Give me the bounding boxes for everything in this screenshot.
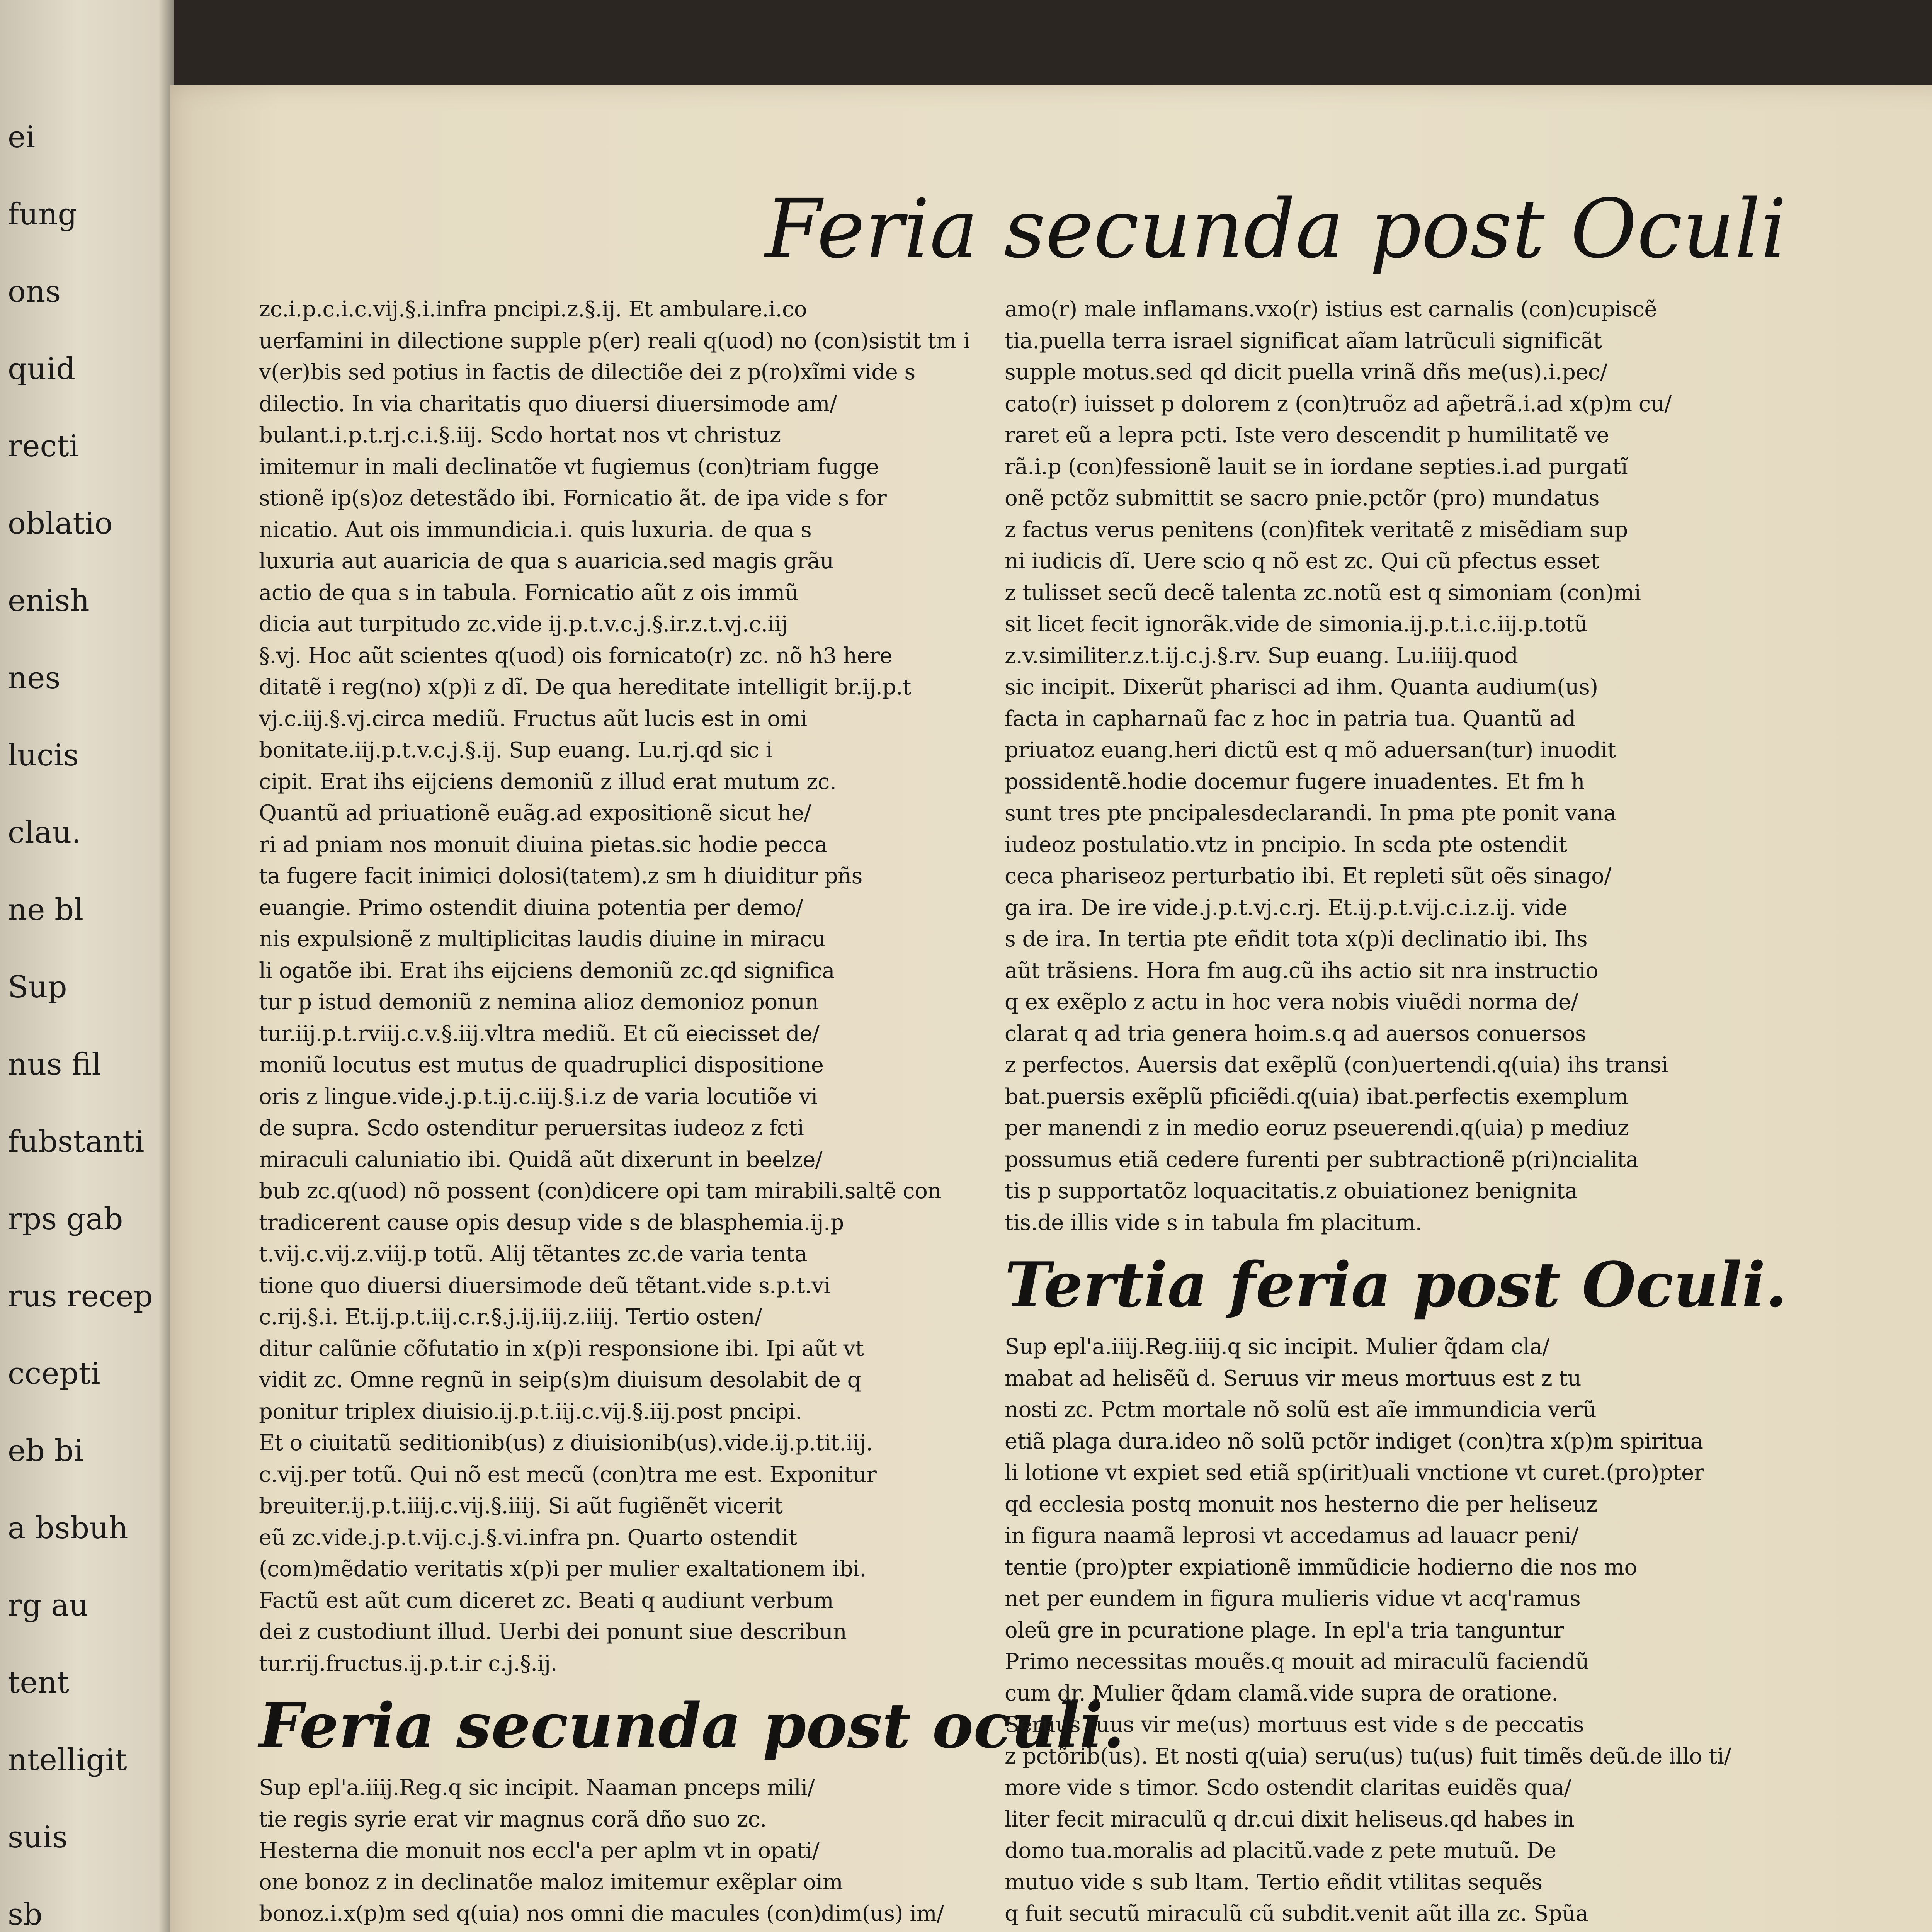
text-line: oris z lingue.vide.j.p.t.ij.c.iij.§.i.z de varia locutiõe vi [259,1084,818,1109]
left-page-fragment: ccepti [8,1356,100,1391]
text-line: nosti zc. Pctm mortale nõ solũ est aĩe immundicia verũ [1005,1397,1597,1422]
text-line: ponitur triplex diuisio.ij.p.t.iij.c.vij.§.iij.post pncipi. [259,1399,802,1424]
text-line: rã.i.p (con)fessionẽ lauit se in iordane septies.i.ad purgatĩ [1005,454,1628,480]
running-header: Feria secunda post Oculi [765,182,1787,276]
left-page-fragment: tent [8,1665,70,1700]
text-line: cato(r) iuisset p dolorem z (con)truõz ad ap̃etrã.i.ad x(p)m cu/ [1005,391,1672,417]
text-line: Sup epl'a.iiij.Reg.iiij.q sic incipit. Mulier q̃dam cla/ [1005,1334,1549,1359]
left-page-fragment: suis [8,1820,68,1855]
text-line: vidit zc. Omne regnũ in seip(s)m diuisum desolabit de q [259,1367,861,1393]
text-line: bonoz.i.x(p)m sed q(uia) nos omni die macules (con)dim(us) im/ [259,1901,944,1926]
left-page-fragment: a bsbuh [8,1511,128,1546]
text-line: tis p supportatõz loquacitatis.z obuiationez benignita [1005,1179,1578,1204]
text-line: li lotione vt expiet sed etiã sp(irit)uali vnctione vt curet.(pro)pter [1005,1460,1704,1485]
text-line: dicia aut turpitudo zc.vide ij.p.t.v.c.j.§.ir.z.t.vj.c.iij [259,612,788,637]
text-line: ditatẽ i reg(no) x(p)i z dĩ. De qua hereditate intelligit br.ij.p.t [259,675,911,700]
text-line: dilectio. In via charitatis quo diuersi diuersimode am/ [259,391,837,417]
text-line: one bonoz z in declinatõe maloz imitemur exẽplar oim [259,1869,843,1895]
left-column-lines [259,294,1001,1679]
text-line: etiã plaga dura.ideo nõ solũ pctõr indiget (con)tra x(p)m spiritua [1005,1429,1703,1454]
text-line: liter fecit miraculũ q dr.cui dixit heliseus.qd habes in [1005,1806,1575,1832]
text-line: possidentẽ.hodie docemur fugere inuadentes. Et fm h [1005,769,1585,794]
text-line: breuiter.ij.p.t.iiij.c.vij.§.iiij. Si aũt fugiẽnẽt vicerit [259,1493,783,1519]
left-page-fragment: rps gab [8,1202,123,1236]
text-line: tradicerent cause opis desup vide s de blasphemia.ij.p [259,1210,844,1235]
text-line: v(er)bis sed potius in factis de dilectiõe dei z p(ro)xĩmi vide s [259,360,915,385]
text-line: amo(r) male inflamans.vxo(r) istius est carnalis (con)cupiscẽ [1005,297,1657,322]
text-line: q ex exẽplo z actu in hoc vera nobis viuẽdi norma de/ [1005,990,1578,1015]
text-line: aũt trãsiens. Hora fm aug.cũ ihs actio sit nra instructio [1005,958,1599,983]
text-line: c.rij.§.i. Et.ij.p.t.iij.c.r.§.j.ij.iij.z.iiij. Tertio osten/ [259,1304,762,1330]
text-line: z tulisset secũ decẽ talenta zc.notũ est q simoniam (con)mi [1005,580,1641,605]
text-line: ni iudicis dĩ. Uere scio q nõ est zc. Qui cũ pfectus esset [1005,549,1599,574]
text-line: Et o ciuitatũ seditionib(us) z diuisionib(us).vide.ij.p.tit.iij. [259,1430,873,1456]
text-line: stionẽ ip(s)oz detestãdo ibi. Fornicatio ãt. de ipa vide s for [259,486,887,511]
text-line: nicatio. Aut ois immundicia.i. quis luxuria. de qua s [259,517,812,543]
left-page-fragment: rus recep [8,1279,153,1314]
text-line: z perfectos. Auersis dat exẽplũ (con)uertendi.q(uia) ihs transi [1005,1053,1668,1078]
left-page-fragment: rg au [8,1588,88,1623]
left-page-fragment: eb bi [8,1434,83,1468]
text-line: cum dr. Mulier q̃dam clamã.vide supra de oratione. [1005,1680,1558,1706]
text-line: domo tua.moralis ad placitũ.vade z pete mutuũ. De [1005,1838,1556,1863]
text-line: euangie. Primo ostendit diuina potentia per demo/ [259,895,803,920]
text-line: mutuo vide s sub ltam. Tertio eñdit vtilitas sequẽs [1005,1869,1543,1895]
text-line: iudeoz postulatio.vtz in pncipio. In scda pte ostendit [1005,832,1567,857]
left-text-column [259,294,1125,1932]
text-line [259,1930,1001,1932]
text-line: c.vij.per totũ. Qui nõ est mecũ (con)tra me est. Exponitur [259,1462,877,1487]
text-line: (com)mẽdatio veritatis x(p)i per mulier exaltationem ibi. [259,1556,866,1582]
text-line: tia.puella terra israel significat aĩam latrũculi significãt [1005,328,1602,354]
left-page-fragment: fung [8,197,77,232]
text-line: qd ecclesia postq monuit nos hesterno die per heliseuz [1005,1492,1597,1517]
left-page-fragment: ei [8,120,36,155]
text-line: tie regis syrie erat vir magnus corã dño suo zc. [259,1806,767,1832]
text-line: Quantũ ad priuationẽ euãg.ad expositionẽ sicut he/ [259,801,811,826]
text-line: Primo necessitas mouẽs.q mouit ad miraculũ faciendũ [1005,1649,1589,1674]
text-line: miraculi caluniatio ibi. Quidã aũt dixerunt in beelze/ [259,1147,823,1172]
text-line: facta in capharnaũ fac z hoc in patria tua. Quantũ ad [1005,706,1576,731]
text-line: actio de qua s in tabula. Fornicatio aũt z ois immũ [259,580,799,605]
text-line: oleũ gre in pcuratione plage. In epl'a tria tanguntur [1005,1617,1564,1643]
text-line: imitemur in mali declinatõe vt fugiemus (con)triam fugge [259,454,879,480]
text-line: raret eũ a lepra pcti. Iste vero descendit p humilitatẽ ve [1005,423,1609,448]
left-page-fragment: quid [8,352,76,386]
right-text-column [1005,294,1787,1932]
text-line: ditur calũnie cõfutatio in x(p)i responsione ibi. Ipi aũt vt [259,1336,864,1361]
text-line: onẽ pctõz submittit se sacro pnie.pctõr (pro) mundatus [1005,486,1600,511]
text-line: uerfamini in dilectione supple p(er) reali q(uod) no (con)sistit tm i [259,328,970,354]
section-heading-feria-secunda: Feria secunda post oculi. [259,1689,1125,1762]
text-line: Hesterna die monuit nos eccl'a per aplm vt in opati/ [259,1838,820,1863]
left-page-fragment: ntelligit [8,1743,127,1777]
text-line: zc.i.p.c.i.c.vij.§.i.infra pncipi.z.§.ij. Et ambulare.i.co [259,297,807,322]
text-line: tione quo diuersi diuersimode deũ tẽtant.vide s.p.t.vi [259,1273,830,1298]
text-line: li ogatõe ibi. Erat ihs eijciens demoniũ zc.qd significa [259,958,835,983]
text-line: tentie (pro)pter expiationẽ immũdicie hodierno die nos mo [1005,1554,1637,1580]
text-line: bub zc.q(uod) nõ possent (con)dicere opi tam mirabili.saltẽ con [259,1179,941,1204]
text-line: bat.puersis exẽplũ pficiẽdi.q(uia) ibat.perfectis exemplum [1005,1084,1628,1109]
text-line: q fuit secutũ miraculũ cũ subdit.venit aũt illa zc. Spũa [1005,1901,1588,1926]
text-line: eũ zc.vide.j.p.t.vij.c.j.§.vi.infra pn. Quarto ostendit [259,1525,797,1550]
text-line: possumus etiã cedere furenti per subtractionẽ p(ri)ncialita [1005,1147,1639,1172]
text-line: in figura naamã leprosi vt accedamus ad lauacr peni/ [1005,1523,1578,1548]
text-line: tur.iij.p.t.rviij.c.v.§.iij.vltra mediũ. Et cũ eiecisset de/ [259,1021,820,1046]
text-line: t.vij.c.vij.z.viij.p totũ. Alij tẽtantes zc.de varia tenta [259,1242,808,1267]
text-line: vj.c.iij.§.vj.circa mediũ. Fructus aũt lucis est in omi [259,706,807,731]
text-line: luxuria aut auaricia de qua s auaricia.sed magis grãu [259,549,834,574]
text-line: per manendi z in medio eoruz pseuerendi.q(uia) p mediuz [1005,1116,1629,1141]
text-line: dei z custodiunt illud. Uerbi dei ponunt siue describun [259,1619,847,1645]
text-line: clarat q ad tria genera hoim.s.q ad auersos conuersos [1005,1021,1586,1046]
text-line: tur.rij.fructus.ij.p.t.ir c.j.§.ij. [259,1651,558,1676]
text-line: z pctõrib(us). Et nosti q(uia) seru(us) tu(us) fuit timẽs deũ.de illo ti/ [1005,1743,1731,1769]
text-line: tis.de illis vide s in tabula fm placitum. [1005,1210,1422,1235]
text-line: Sup epl'a.iiij.Reg.q sic incipit. Naaman pnceps mili/ [259,1775,815,1800]
section-heading-tertia-feria: Tertia feria post Oculi. [1005,1248,1787,1321]
left-page-fragment: Sup [8,970,67,1005]
left-page-fragment: lucis [8,738,79,773]
text-line: mabat ad helisẽũ d. Seruus vir meus mortuus est z tu [1005,1366,1582,1391]
text-line [1005,1930,1739,1932]
text-line: Factũ est aũt cum diceret zc. Beati q audiunt verbum [259,1588,834,1613]
text-line: sunt tres pte pncipalesdeclarandi. In pma pte ponit vana [1005,801,1616,826]
text-line: s de ira. In tertia pte eñdit tota x(p)i declinatio ibi. Ihs [1005,927,1588,952]
text-line: z factus verus penitens (con)fitek veritatẽ z misẽdiam sup [1005,517,1628,543]
left-page-fragment: nes [8,661,61,696]
left-page-fragment: sb [8,1897,43,1932]
text-line: cipit. Erat ihs eijciens demoniũ z illud erat mutum zc. [259,769,837,794]
left-page-fragment: nus fil [8,1047,102,1082]
text-line: z.v.similiter.z.t.ij.c.j.§.rv. Sup euang. Lu.iiij.quod [1005,643,1518,668]
left-page-fragment: fubstanti [8,1124,145,1159]
text-line: ceca phariseoz perturbatio ibi. Et repleti sũt oẽs sinago/ [1005,864,1611,889]
left-column-lines-after [259,1772,1001,1932]
text-line: tur p istud demoniũ z nemina alioz demonioz ponun [259,990,819,1015]
text-line: §.vj. Hoc aũt scientes q(uod) ois fornicato(r) zc. nõ h3 here [259,643,892,668]
left-page-fragment: recti [8,429,79,464]
left-page-fragment: enish [8,583,90,618]
text-line: supple motus.sed qd dicit puella vrinã dñs me(us).i.pec/ [1005,360,1607,385]
text-line: ga ira. De ire vide.j.p.t.vj.c.rj. Et.ij.p.t.vij.c.i.z.ij. vide [1005,895,1568,920]
text-line: priuatoz euang.heri dictũ est q mõ aduersan(tur) inuodit [1005,738,1616,763]
text-line: sic incipit. Dixerũt pharisci ad ihm. Quanta audium(us) [1005,675,1598,700]
left-page-fragment: clau. [8,815,82,850]
left-page-fragment: ne bl [8,893,84,927]
right-column-lines-after [1005,1331,1739,1932]
text-line: Seruus tuus vir me(us) mortuus est vide s de peccatis [1005,1712,1584,1737]
text-line: nis expulsionẽ z multiplicitas laudis diuine in miracu [259,927,826,952]
text-line: net per eundem in figura mulieris vidue vt acq'ramus [1005,1586,1581,1611]
text-line: ta fugere facit inimici dolosi(tatem).z sm h diuiditur pñs [259,864,862,889]
text-line: bulant.i.p.t.rj.c.i.§.iij. Scdo hortat nos vt christuz [259,423,781,448]
left-page-fragment: ons [8,274,61,309]
text-line: moniũ locutus est mutus de quadruplici dispositione [259,1053,824,1078]
text-line: ri ad pniam nos monuit diuina pietas.sic hodie pecca [259,832,827,857]
right-column-lines [1005,294,1739,1238]
text-line: more vide s timor. Scdo ostendit claritas euidẽs qua/ [1005,1775,1571,1800]
text-line: de supra. Scdo ostenditur peruersitas iudeoz z fcti [259,1116,804,1141]
left-page-fragment: oblatio [8,506,113,541]
text-line: sit licet fecit ignorãk.vide de simonia.ij.p.t.i.c.iij.p.totũ [1005,612,1588,637]
text-line: bonitate.iij.p.t.v.c.j.§.ij. Sup euang. Lu.rj.qd sic i [259,738,773,763]
facing-left-page [0,0,174,1932]
